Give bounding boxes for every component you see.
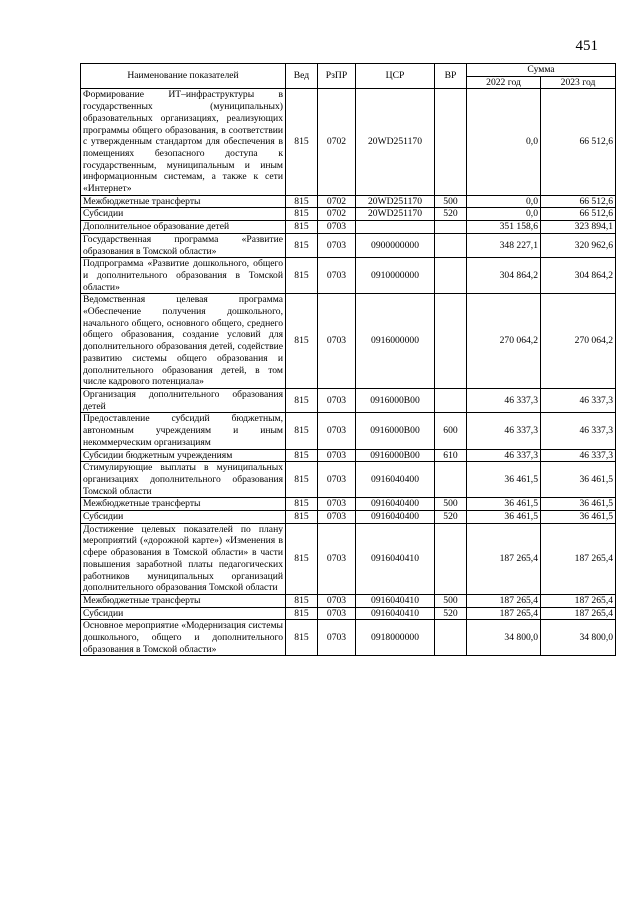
cell-name: Организация дополнительного образования детей xyxy=(81,388,286,412)
cell-csr: 20WD251170 xyxy=(356,89,435,195)
table-row xyxy=(81,221,616,234)
cell-ved: 815 xyxy=(286,594,318,607)
cell-ved: 815 xyxy=(286,89,318,195)
cell-sum-2023: 36 461,5 xyxy=(541,511,616,524)
cell-sum-2022: 348 227,1 xyxy=(467,233,541,257)
cell-sum-2023: 36 461,5 xyxy=(541,462,616,498)
header-sum: Сумма xyxy=(467,64,616,77)
cell-csr: 0916040400 xyxy=(356,498,435,511)
table-row xyxy=(81,258,616,294)
cell-vr xyxy=(435,221,467,234)
cell-sum-2023: 34 800,0 xyxy=(541,620,616,656)
cell-ved: 815 xyxy=(286,498,318,511)
cell-csr: 0916040410 xyxy=(356,523,435,594)
cell-rzpr: 0703 xyxy=(318,498,356,511)
cell-name: Подпрограмма «Развитие дошкольного, общего и дополнительного образования в Томской области» xyxy=(81,258,286,294)
cell-name: Межбюджетные трансферты xyxy=(81,498,286,511)
cell-ved: 815 xyxy=(286,449,318,462)
cell-vr xyxy=(435,388,467,412)
cell-vr xyxy=(435,620,467,656)
cell-vr: 500 xyxy=(435,594,467,607)
cell-ved: 815 xyxy=(286,233,318,257)
cell-rzpr: 0703 xyxy=(318,388,356,412)
cell-csr: 0916040400 xyxy=(356,462,435,498)
table-row xyxy=(81,511,616,524)
header-year-2023: 2023 год xyxy=(541,76,616,89)
table-header xyxy=(81,64,616,89)
cell-csr: 0900000000 xyxy=(356,233,435,257)
cell-ved: 815 xyxy=(286,511,318,524)
table-row xyxy=(81,413,616,449)
cell-name: Межбюджетные трансферты xyxy=(81,195,286,208)
cell-vr: 500 xyxy=(435,498,467,511)
cell-ved: 815 xyxy=(286,462,318,498)
cell-name: Достижение целевых показателей по плану мероприятий («дорожной карте») «Изменения в сфере образования в Томской области» в части повышения заработной платы педагогических работников муниципальных организаций дополнительного образования Томской области xyxy=(81,523,286,594)
table-row xyxy=(81,449,616,462)
cell-vr: 610 xyxy=(435,449,467,462)
table-row xyxy=(81,523,616,594)
cell-name: Субсидии xyxy=(81,208,286,221)
cell-sum-2022: 36 461,5 xyxy=(467,498,541,511)
cell-sum-2022: 270 064,2 xyxy=(467,294,541,389)
cell-sum-2022: 187 265,4 xyxy=(467,607,541,620)
cell-sum-2023: 66 512,6 xyxy=(541,89,616,195)
cell-ved: 815 xyxy=(286,294,318,389)
cell-csr: 0916000B00 xyxy=(356,413,435,449)
table-row xyxy=(81,462,616,498)
cell-csr: 0916000B00 xyxy=(356,388,435,412)
cell-sum-2023: 66 512,6 xyxy=(541,208,616,221)
cell-name: Формирование ИТ–инфраструктуры в государственных (муниципальных) образовательных организациях, реализующих программы общего образования, в соответствии с утвержденным стандартом для обеспечения в помещениях безопасного доступа к государственным, муниципальным и иным информационным системам, а также к сети «Интернет» xyxy=(81,89,286,195)
table-row xyxy=(81,388,616,412)
table-row xyxy=(81,498,616,511)
cell-rzpr: 0703 xyxy=(318,607,356,620)
cell-csr: 0916040410 xyxy=(356,607,435,620)
cell-ved: 815 xyxy=(286,413,318,449)
cell-sum-2022: 0,0 xyxy=(467,195,541,208)
table-row xyxy=(81,233,616,257)
cell-csr: 0916000B00 xyxy=(356,449,435,462)
table-row xyxy=(81,195,616,208)
cell-rzpr: 0703 xyxy=(318,258,356,294)
cell-name: Государственная программа «Развитие образования в Томской области» xyxy=(81,233,286,257)
cell-sum-2022: 304 864,2 xyxy=(467,258,541,294)
cell-rzpr: 0703 xyxy=(318,233,356,257)
cell-sum-2022: 0,0 xyxy=(467,208,541,221)
table-body xyxy=(81,89,616,656)
cell-csr: 0918000000 xyxy=(356,620,435,656)
cell-csr: 0910000000 xyxy=(356,258,435,294)
cell-sum-2023: 187 265,4 xyxy=(541,607,616,620)
cell-csr: 0916000000 xyxy=(356,294,435,389)
cell-rzpr: 0703 xyxy=(318,413,356,449)
cell-ved: 815 xyxy=(286,195,318,208)
cell-ved: 815 xyxy=(286,221,318,234)
cell-name: Ведомственная целевая программа «Обеспечение получения дошкольного, начального общего, основного общего, среднего общего образования, создание условий для дополнительного образования детей, содействие развитию системы общего образования и дополнительного образования детей, в том числе кадрового потенциала» xyxy=(81,294,286,389)
cell-name: Стимулирующие выплаты в муниципальных организациях дополнительного образования Томской области xyxy=(81,462,286,498)
cell-sum-2023: 320 962,6 xyxy=(541,233,616,257)
cell-sum-2023: 66 512,6 xyxy=(541,195,616,208)
cell-sum-2022: 187 265,4 xyxy=(467,594,541,607)
cell-rzpr: 0703 xyxy=(318,511,356,524)
cell-sum-2023: 187 265,4 xyxy=(541,594,616,607)
cell-sum-2022: 36 461,5 xyxy=(467,462,541,498)
cell-csr xyxy=(356,221,435,234)
cell-vr: 600 xyxy=(435,413,467,449)
table-row xyxy=(81,294,616,389)
cell-vr: 520 xyxy=(435,511,467,524)
cell-rzpr: 0702 xyxy=(318,208,356,221)
cell-name: Субсидии бюджетным учреждениям xyxy=(81,449,286,462)
cell-ved: 815 xyxy=(286,388,318,412)
cell-vr xyxy=(435,523,467,594)
header-ved: Вед xyxy=(286,64,318,89)
table-row xyxy=(81,208,616,221)
cell-rzpr: 0702 xyxy=(318,89,356,195)
cell-csr: 0916040400 xyxy=(356,511,435,524)
cell-sum-2022: 0,0 xyxy=(467,89,541,195)
cell-sum-2022: 46 337,3 xyxy=(467,449,541,462)
cell-sum-2023: 304 864,2 xyxy=(541,258,616,294)
cell-vr: 500 xyxy=(435,195,467,208)
cell-ved: 815 xyxy=(286,208,318,221)
cell-sum-2022: 46 337,3 xyxy=(467,388,541,412)
cell-sum-2022: 46 337,3 xyxy=(467,413,541,449)
cell-sum-2023: 36 461,5 xyxy=(541,498,616,511)
cell-vr: 520 xyxy=(435,208,467,221)
cell-vr xyxy=(435,294,467,389)
cell-ved: 815 xyxy=(286,258,318,294)
cell-csr: 20WD251170 xyxy=(356,208,435,221)
cell-sum-2022: 34 800,0 xyxy=(467,620,541,656)
header-name: Наименование показателей xyxy=(81,64,286,89)
page-number: 451 xyxy=(575,38,598,54)
cell-sum-2022: 36 461,5 xyxy=(467,511,541,524)
header-csr: ЦСР xyxy=(356,64,435,89)
header-rzpr: РзПР xyxy=(318,64,356,89)
cell-ved: 815 xyxy=(286,607,318,620)
header-year-2022: 2022 год xyxy=(467,76,541,89)
cell-sum-2023: 323 894,1 xyxy=(541,221,616,234)
cell-sum-2023: 46 337,3 xyxy=(541,388,616,412)
cell-name: Межбюджетные трансферты xyxy=(81,594,286,607)
cell-sum-2023: 270 064,2 xyxy=(541,294,616,389)
cell-rzpr: 0703 xyxy=(318,523,356,594)
cell-rzpr: 0703 xyxy=(318,620,356,656)
cell-vr: 520 xyxy=(435,607,467,620)
cell-ved: 815 xyxy=(286,620,318,656)
cell-csr: 20WD251170 xyxy=(356,195,435,208)
table-row xyxy=(81,620,616,656)
cell-sum-2023: 187 265,4 xyxy=(541,523,616,594)
cell-vr xyxy=(435,89,467,195)
cell-ved: 815 xyxy=(286,523,318,594)
cell-vr xyxy=(435,462,467,498)
header-vr: ВР xyxy=(435,64,467,89)
cell-name: Дополнительное образование детей xyxy=(81,221,286,234)
cell-name: Субсидии xyxy=(81,607,286,620)
cell-name: Основное мероприятие «Модернизация системы дошкольного, общего и дополнительного образования в Томской области» xyxy=(81,620,286,656)
cell-rzpr: 0703 xyxy=(318,594,356,607)
cell-rzpr: 0703 xyxy=(318,294,356,389)
cell-sum-2022: 187 265,4 xyxy=(467,523,541,594)
cell-name: Субсидии xyxy=(81,511,286,524)
cell-rzpr: 0702 xyxy=(318,195,356,208)
cell-csr: 0916040410 xyxy=(356,594,435,607)
table-row xyxy=(81,594,616,607)
cell-name: Предоставление субсидий бюджетным, автономным учреждениям и иным некоммерческим организациям xyxy=(81,413,286,449)
table-row xyxy=(81,607,616,620)
cell-rzpr: 0703 xyxy=(318,449,356,462)
cell-sum-2022: 351 158,6 xyxy=(467,221,541,234)
cell-sum-2023: 46 337,3 xyxy=(541,413,616,449)
cell-rzpr: 0703 xyxy=(318,221,356,234)
cell-sum-2023: 46 337,3 xyxy=(541,449,616,462)
table-row xyxy=(81,89,616,195)
cell-vr xyxy=(435,233,467,257)
cell-vr xyxy=(435,258,467,294)
cell-rzpr: 0703 xyxy=(318,462,356,498)
budget-table xyxy=(80,63,616,656)
